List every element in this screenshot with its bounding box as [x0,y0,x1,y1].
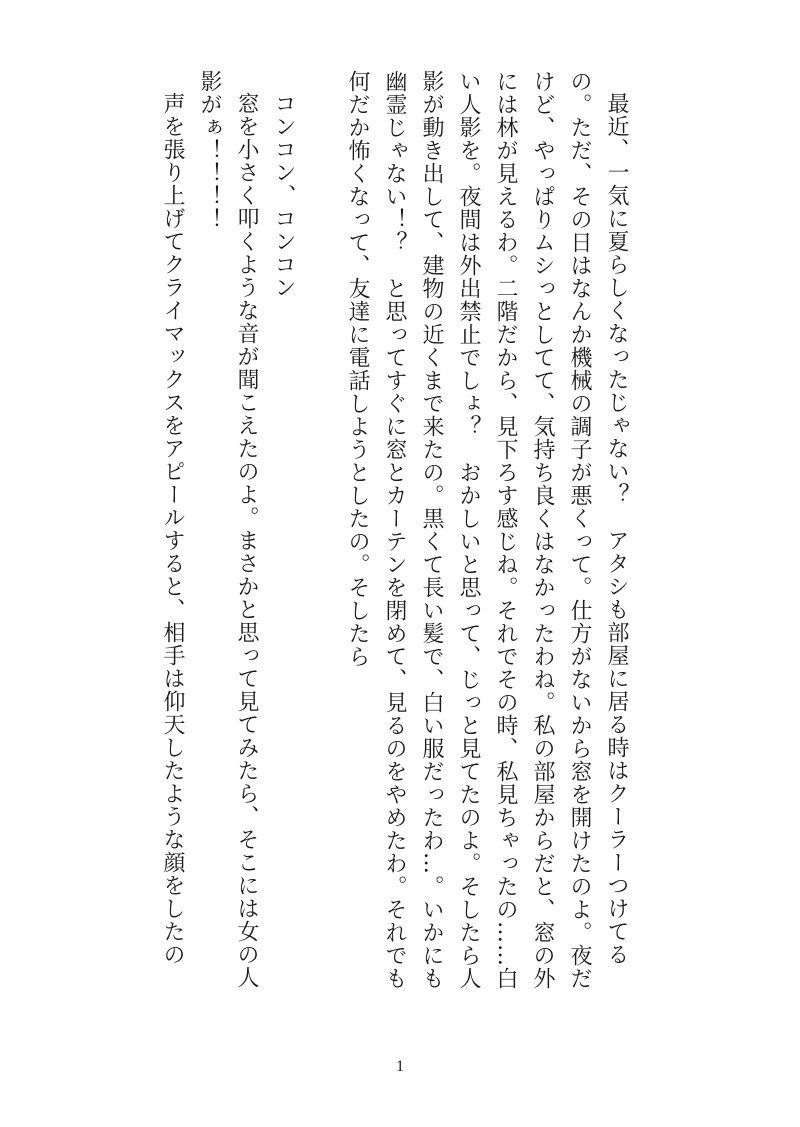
page-number: 1 [396,1058,404,1075]
paragraph-window-knock: 窓を小さく叩くような音が聞こえたのよ。まさかと思って見てみたら、そこには女の人影がぁ！！！！ [197,70,259,989]
vertical-text-body [154,70,672,990]
paragraph-knocking-sound: コンコン、コンコン [271,92,296,299]
paragraph-story: 最近、一気に夏らしくなったじゃない？ アタシも部屋に居る時はクーラーつけてるの。ただ、その日はなんか機械の調子が悪くって。仕方がないから窓を開けたのよ。夜だけど、やっぱりムシっとしてて、気持ち良くはなかったわね。私の部屋からだと、窓の外には林が見えるわ。二階だから、見下ろす感じね。それでその時、私見ちゃったの……白い人影を。夜間は外出禁止でしょ？ おかしいと思って、じっと見てたのよ。そしたら人影が動き出して、建物の近くまで来たの。黒くて長い髪で、白い服だったわ…。いかにも幽霊じゃない！？ と思ってすぐに窓とカーテンを閉めて、見るのをやめたわ。それでも何だか怖くなって、友達に電話しようとしたの。そしたら [345,70,629,990]
paragraph-climax: 声を張り上げてクライマックスをアピールすると、相手は仰天したような顔をしたの [160,92,185,966]
